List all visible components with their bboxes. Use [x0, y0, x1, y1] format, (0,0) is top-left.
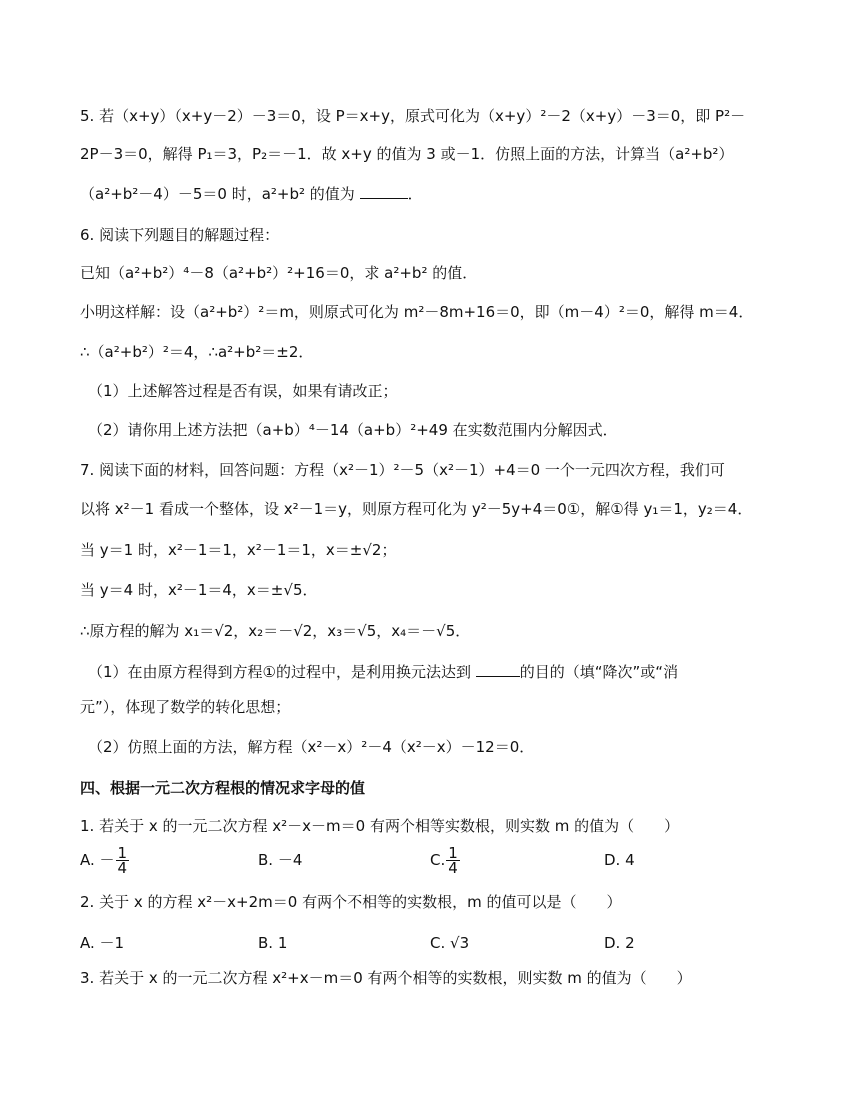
mc2-option-c[interactable]: C. √3	[430, 934, 470, 952]
problem7-question2: （2）仿照上面的方法，解方程（x²－x）²－4（x²－x）－12＝0．	[88, 738, 535, 756]
problem6-therefore: ∴（a²+b²）²＝4，∴a²+b²＝±2．	[80, 343, 314, 361]
answer-blank[interactable]	[360, 184, 408, 199]
problem7-q1-text: （1）在由原方程得到方程①的过程中，是利用换元法达到	[88, 663, 476, 681]
mc1-option-c-label: C.	[430, 851, 446, 869]
fraction-numerator: 1	[117, 844, 128, 862]
mc2-option-d[interactable]: D. 2	[604, 934, 635, 952]
mc2-stem: 2. 关于 x 的方程 x²－x+2m＝0 有两个不相等的实数根，m 的值可以是（ ）	[80, 893, 622, 911]
problem7-question1	[88, 662, 678, 682]
mc1-option-a-label: A. －	[80, 851, 115, 869]
mc2-option-a[interactable]: A. －1	[80, 934, 125, 952]
mc1-option-d[interactable]: D. 4	[604, 851, 635, 869]
problem5-line2: 2P－3＝0，解得 P₁＝3，P₂＝－1．故 x+y 的值为 3 或－1．仿照上面的方法，计算当（a²+b²）	[80, 145, 734, 163]
problem5-line3-end: ．	[407, 185, 423, 203]
mc1-option-b[interactable]: B. －4	[258, 851, 303, 869]
mc1-stem: 1. 若关于 x 的一元二次方程 x²－x－m＝0 有两个相等实数根，则实数 m 的值为（ ）	[80, 817, 680, 835]
fraction	[116, 846, 130, 875]
mc1-option-a[interactable]	[80, 846, 130, 875]
mc3-stem: 3. 若关于 x 的一元二次方程 x²+x－m＝0 有两个相等的实数根，则实数 m 的值为（ ）	[80, 969, 692, 987]
problem5-line3	[80, 184, 423, 204]
problem6-given: 已知（a²+b²）⁴－8（a²+b²）²+16＝0，求 a²+b² 的值．	[80, 264, 478, 282]
problem5-line1: 5. 若（x+y）（x+y－2）－3＝0，设 P＝x+y，原式可化为（x+y）²－2（x+y）－3＝0，即 P²－	[80, 107, 746, 125]
mc2-option-b[interactable]: B. 1	[258, 934, 288, 952]
problem6-solution: 小明这样解：设（a²+b²）²＝m，则原式可化为 m²－8m+16＝0，即（m－4）²＝0，解得 m＝4．	[80, 303, 754, 321]
fraction-denominator: 4	[448, 859, 458, 877]
fraction-denominator: 4	[117, 859, 128, 877]
problem6-question1: （1）上述解答过程是否有误，如果有请改正；	[88, 382, 398, 400]
problem6-question2: （2）请你用上述方法把（a+b）⁴－14（a+b）²+49 在实数范围内分解因式．	[88, 421, 618, 439]
problem5-line3-text: （a²+b²－4）－5＝0 时，a²+b² 的值为	[80, 185, 360, 203]
problem7-q1-end: 的目的（填“降次”或“消	[519, 663, 679, 681]
fraction	[446, 846, 460, 875]
fraction-numerator: 1	[448, 844, 458, 862]
problem7-line3: 当 y＝1 时，x²－1＝1，x²－1＝1，x＝±√2；	[80, 541, 397, 559]
problem7-line5: ∴原方程的解为 x₁＝√2，x₂＝－√2，x₃＝√5，x₄＝－√5．	[80, 622, 471, 640]
mc1-option-c[interactable]	[430, 846, 461, 875]
problem6-title: 6. 阅读下列题目的解题过程：	[80, 226, 280, 244]
section-heading: 四、根据一元二次方程根的情况求字母的值	[80, 779, 366, 797]
problem7-line4: 当 y＝4 时，x²－1＝4，x＝±√5．	[80, 581, 318, 599]
problem7-line2: 以将 x²－1 看成一个整体，设 x²－1＝y，则原方程可化为 y²－5y+4＝0①，解①得 y₁＝1，y₂＝4．	[80, 500, 753, 518]
problem7-line1: 7. 阅读下面的材料，回答问题：方程（x²－1）²－5（x²－1）+4＝0 一个一元四次方程，我们可	[80, 461, 725, 479]
problem7-question1-cont: 元”），体现了数学的转化思想；	[80, 698, 291, 716]
answer-blank[interactable]	[476, 662, 520, 677]
